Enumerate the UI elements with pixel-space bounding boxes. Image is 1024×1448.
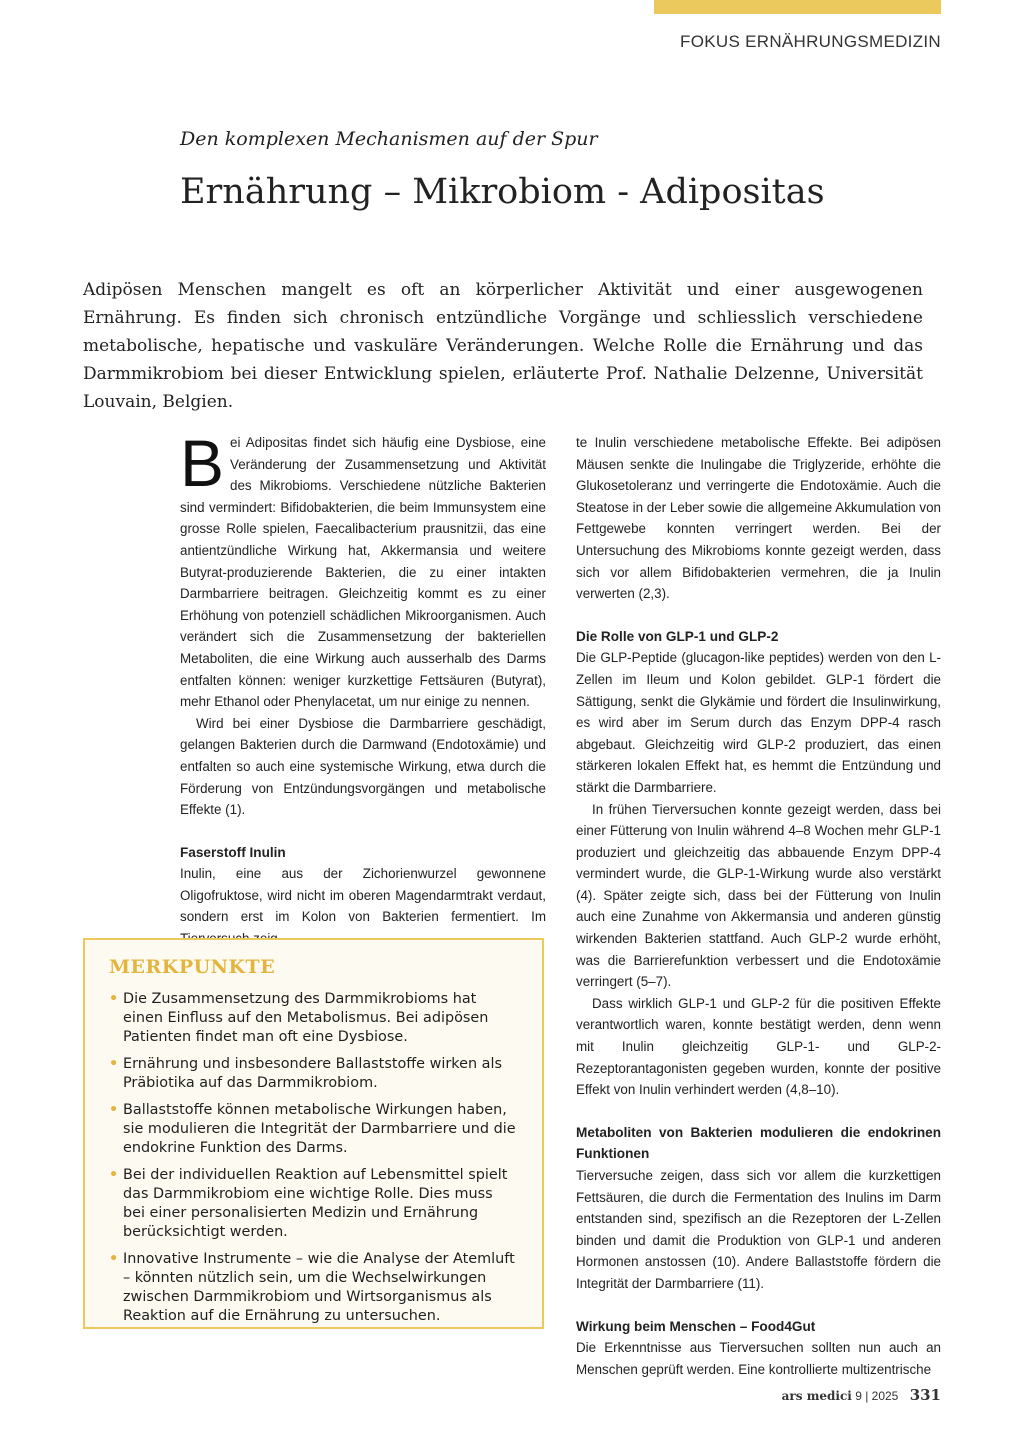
section-label: FOKUS ERNÄHRUNGSMEDIZIN xyxy=(680,32,941,51)
paragraph: Tierversuche zeigen, dass sich vor allem die kurzkettigen Fettsäuren, die durch die Fermentation des Inulins im Darm entstanden sind, spezifisch an die Rezeptoren der L-Zellen binden und damit die Produktion von GLP-1 und anderen Hormonen anstossen (10). Andere Ballaststoffe fördern die Integrität der Darmbarriere (11). xyxy=(576,1168,941,1291)
list-item: • Innovative Instrumente – wie die Analyse der Atemluft – könnten nützlich sein, um die Wechselwirkungen zwischen Darmmikrobiom und Wirtsorganismus als Reaktion auf die Ernährung zu untersuchen. xyxy=(109,1251,515,1324)
magazine-name: ars medici xyxy=(781,1389,852,1403)
bullet-icon: • xyxy=(109,1251,119,1267)
page-number: 331 xyxy=(909,1386,941,1404)
paragraph: Wird bei einer Dysbiose die Darmbarriere geschädigt, gelangen Bakterien durch die Darmwand (Endotoxämie) und entfalten so auch eine systemische Wirkung, etwa durch die Förderung von Entzündungsvorgängen und metabolische Effekte (1). xyxy=(180,715,546,818)
paragraph: Dass wirklich GLP-1 und GLP-2 für die positiven Effekte verantwortlich waren, konnte bestätigt werden, denn wenn mit Inulin gleichzeitig GLP-1- und GLP-2-Rezeptorantagonisten gegeben wurden, konnte der positive Effekt von Inulin verhindert werden (4,8–10). xyxy=(576,995,941,1098)
paragraph: Inulin, eine aus der Zichorienwurzel gewonnene Oligofruktose, wird nicht im oberen Magendarmtrakt verdaut, sondern erst im Kolon von Bakterien fermentiert. Im xyxy=(180,866,546,925)
merkpunkte-box xyxy=(83,938,544,1329)
paragraph: Die GLP-Peptide (glucagon-like peptides) werden von den L-Zellen im Ileum und Kolon gebildet. GLP-1 fördert die Sättigung, senkt die Glykämie und fördert die Insulinwirkung, es wird aber im Serum durch das Enzym DPP-4 rasch abgebaut. Gleichzeitig wird GLP-2 produziert, das einen stärkeren lokalen Effekt hat, es hemmt die Entzündung und stärkt die Darmbarriere. xyxy=(576,650,941,795)
subheading-food4gut: Wirkung beim Menschen – Food4Gut xyxy=(576,1318,816,1334)
subheading-glp: Die Rolle von GLP-1 und GLP-2 xyxy=(576,628,779,644)
paragraph: Die Erkenntnisse aus Tierversuchen sollten nun auch an Menschen geprüft werden. Eine kontrollierte multizentrische xyxy=(576,1340,941,1377)
bullet-icon: • xyxy=(109,1102,119,1118)
paragraph: te Inulin verschiedene metabolische Effekte. Bei adipösen Mäusen senkte die Inulingabe die Triglyzeride, erhöhte die Glukosetoleranz und verringerte die Endotoxämie. Auch die Steatose in der Leber sowie die allgemeine Akkumulation von Fettgewebe konnten verringert werden. Bei der Untersuchung des Mikrobioms konnte gezeigt werden, dass sich vor allem Bifidobakterien vermehren, die ja Inulin verwerten (2,3). xyxy=(576,435,941,602)
text-column-right xyxy=(576,432,941,1380)
paragraph: In frühen Tierversuchen konnte gezeigt werden, dass bei einer Fütterung von Inulin während 4–8 Wochen mehr GLP-1 produziert und gleichzeitig das abbauende Enzym DPP-4 vermindert wurde, die GLP-1-Wirkung wurde also verstärkt (4). Später zeigte sich, dass bei der Fütterung von Inulin auch eine Zunahme von Akkermansia und anderen günstig wirkenden Bakterien stattfand. Auch GLP-2 wurde erhöht, was die Barrierefunktion verbessert und die Endotoxämie verringert (5–7). xyxy=(576,801,941,990)
issue-number: 9 | 2025 xyxy=(855,1389,899,1403)
page-footer xyxy=(782,1386,941,1404)
subheading-inulin: Faserstoff Inulin xyxy=(180,844,286,860)
intro-text: ei Adipositas findet sich häufig eine Dysbiose, eine Veränderung der Zusammensetzung und Aktivität des Mikrobioms. Verschiedene nützliche Bakterien sind vermindert: Bifidobakterien, die beim Immunsystem eine grosse Rolle spielen, Faecalibacterium prausnitzii, das eine antientzündliche Wirkung hat, Akkermansia und weitere Butyrat-produzierende Bakterien, die zu einer intakten Darmbarriere beitragen. Gleichzeitig kommt es zu einer Erhöhung von potenziell schädlichen Mikroorganismen. Auch verändert sich die Zusammensetzung der bakteriellen Metaboliten, die eine Wirkung auch ausserhalb des Darms entfalten können: weniger kurzkettige Fettsäuren (Butyrat), mehr Ethanol oder Phenylacetat, um nur einige zu nennen. xyxy=(180,435,546,710)
merkpunkte-list xyxy=(109,990,516,1326)
intro-paragraph xyxy=(180,426,546,713)
list-item: • Ballaststoffe können metabolische Wirkungen haben, sie modulieren die Integrität der Darmbarriere und die endokrine Funktion des Darms. xyxy=(109,1102,516,1156)
text-column-left xyxy=(180,426,546,950)
bullet-icon: • xyxy=(109,1167,119,1183)
merkpunkte-title: MERKPUNKTE xyxy=(109,956,276,978)
bullet-icon: • xyxy=(109,1056,119,1072)
list-item: • Bei der individuellen Reaktion auf Lebensmittel spielt das Darmmikrobiom eine wichtige Rolle. Dies muss bei einer personalisierten Medizin und Ernährung berücksichtigt werden. xyxy=(109,1167,508,1240)
article-kicker: Den komplexen Mechanismen auf der Spur xyxy=(180,128,598,150)
article-title: Ernährung – Mikrobiom - Adipositas xyxy=(180,172,825,212)
list-item: • Ernährung und insbesondere Ballaststoffe wirken als Präbiotika auf das Darmmikrobiom. xyxy=(109,1056,502,1091)
bullet-icon: • xyxy=(109,991,119,1007)
subheading-metaboliten: Metaboliten von Bakterien modulieren die endokrinen Funktionen xyxy=(576,1124,941,1162)
drop-cap: B xyxy=(180,426,225,500)
accent-bar xyxy=(654,0,941,14)
list-item: • Die Zusammensetzung des Darmmikrobioms hat einen Einfluss auf den Metabolismus. Bei adipösen Patienten findet man oft eine Dysbiose. xyxy=(109,991,489,1045)
article-lead: Adipösen Menschen mangelt es oft an körperlicher Aktivität und einer ausgewogenen Ernährung. Es finden sich chronisch entzündliche Vorgänge und schliesslich verschiedene metabolische, hepatische und vaskuläre Veränderungen. Welche Rolle die Ernährung und das Darmmikrobiom bei dieser Entwicklung spielen, erläuterte Prof. Nathalie Delzenne, Universität Louvain, Belgien. xyxy=(83,280,923,412)
